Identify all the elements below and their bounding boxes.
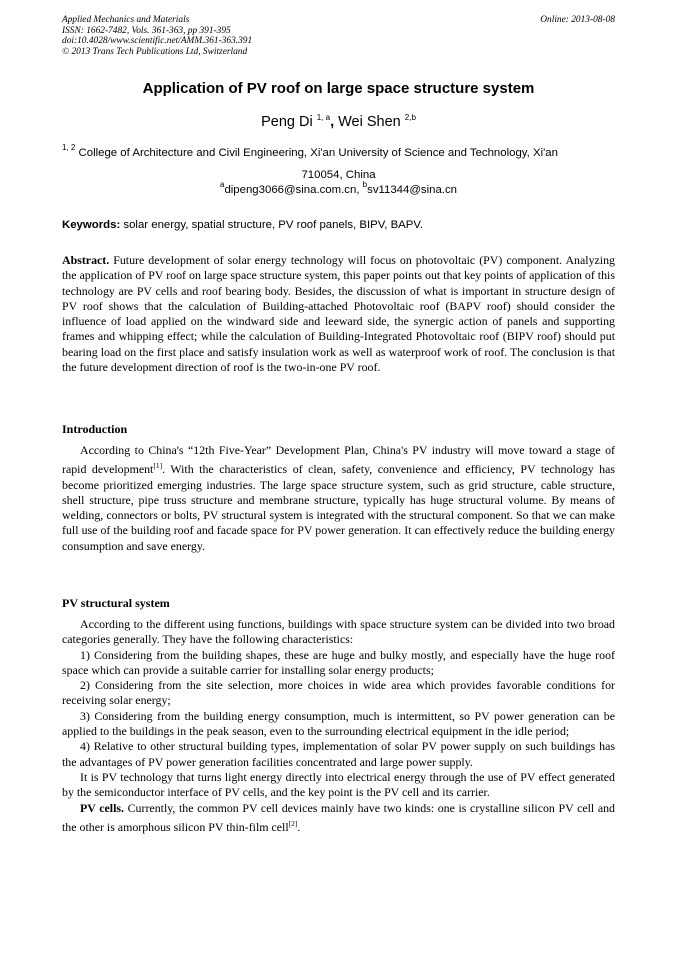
paragraph: PV cells. Currently, the common PV cell devices mainly have two kinds: one is crystalline silicon PV cell and the other is amorphous silicon PV thin-film cell[2]. bbox=[62, 800, 615, 834]
email-link[interactable]: dipeng3066@sina.com.cn bbox=[224, 184, 357, 196]
email-link[interactable]: sv11344@sina.cn bbox=[367, 184, 457, 196]
paragraph: According to China's “12th Five-Year” Development Plan, China's PV industry will move toward a stage of rapid development[1]. With the characteristics of clean, safety, convenience and efficiency, PV technology has become prioritized emerging industries. The large space structure system, such as grid structure, cable structure, shell structure, pipe truss structure and membrane structure, typically has huge structural volume. By means of welding, connectors or bolts, PV structural system is integrated with the structural component. So that we can make full use of the building roof and facade space for PV power generation. It can effectively reduce the building energy consumption and save energy. bbox=[62, 443, 616, 553]
page-header bbox=[62, 15, 615, 57]
author-list bbox=[62, 113, 615, 130]
keywords-text: solar energy, spatial structure, PV roof panels, BIPV, BAPV. bbox=[120, 219, 424, 231]
section-heading: Introduction bbox=[62, 422, 128, 436]
journal-name: Applied Mechanics and Materials bbox=[62, 15, 190, 25]
introduction-body bbox=[62, 443, 615, 554]
abstract-label: Abstract. bbox=[62, 253, 110, 267]
citation[interactable]: [1] bbox=[153, 461, 163, 471]
issn-line: ISSN: 1662-7482, Vols. 361-363, pp 391-395 bbox=[62, 25, 231, 36]
affiliation-line: $^{1, 2}$ College of Architecture and Civil Engineering, Xi'an University of Science and Technology, Xi'an bbox=[62, 143, 558, 159]
paragraph: It is PV technology that turns light energy directly into electrical energy through the use of PV effect generated by the semiconductor interface of PV cells, and the key point is the PV cell and its carrier. bbox=[62, 769, 615, 800]
pv-system-body bbox=[62, 617, 615, 835]
paragraph: According to the different using functions, buildings with space structure system can be divided into two broad categories generally. They have the following characteristics: bbox=[62, 617, 615, 647]
list-item: 4) Relative to other structural building types, implementation of solar PV power supply on such buildings has the advantages of PV power generation facilities concentrated and large power supply. bbox=[62, 739, 615, 769]
subheading: PV cells. bbox=[80, 800, 125, 815]
abstract-text: Future development of solar energy technology will focus on photovoltaic (PV) component. Analyzing the application of PV roof on large space structure system, this paper points out that key points of application of this technology are PV cells and roof bearing body. Besides, the discussion of what is important in structure design of PV roof shows that the calculation of Building-attached Photovoltaic roof (BAPV roof) should consider the influence of load applied on the windward side and leeward side, the synergic action of panels and supporting frames and whipping effect; while the calculation of Building-Integrated Photovoltaic roof (BIPV roof) should put bearing load on the first place and satisfy insulation work as well as waterproof work of roof. The conclusion is that the future development direction of roof is the two-in-one PV roof. bbox=[62, 253, 615, 375]
paper-title: Application of PV roof on large space structure system bbox=[142, 80, 535, 97]
list-item: 3) Considering from the building energy consumption, much is intermittent, so PV power generation can be applied to the buildings in the peak season, even to the surrounding electrical equipment in the idle period; bbox=[62, 708, 615, 739]
section-heading: PV structural system bbox=[62, 596, 170, 610]
online-date: Online: 2013-08-08 bbox=[540, 15, 615, 25]
copyright-line: © 2013 Trans Tech Publications Ltd, Switzerland bbox=[62, 46, 248, 57]
keywords-label: Keywords: bbox=[62, 219, 121, 231]
list-item: 2) Considering from the site selection, more choices in wide area which provides favorable conditions for receiving solar energy; bbox=[62, 678, 615, 708]
abstract bbox=[62, 253, 615, 375]
author-superscript: 2,b bbox=[404, 113, 416, 122]
list-item: 1) Considering from the building shapes, these are huge and bulky mostly, and especially have the huge roof space which can provide a suitable carrier for installing solar energy products; bbox=[62, 647, 615, 677]
doi-line: doi:10.4028/www.scientific.net/AMM.361-363.391 bbox=[62, 36, 253, 47]
citation[interactable]: [2] bbox=[288, 818, 298, 828]
author-separator: , bbox=[330, 114, 335, 130]
author-superscript: 1, a bbox=[316, 113, 331, 122]
affiliation-superscript: 1, 2 bbox=[62, 143, 76, 152]
author-emails: $^a$dipeng3066@sina.com.cn, $^b$sv11344@sina.cn bbox=[219, 180, 457, 196]
affiliation bbox=[62, 137, 615, 186]
author-name: Peng Di bbox=[261, 114, 313, 130]
author-name: Wei Shen bbox=[338, 114, 401, 130]
keywords bbox=[62, 219, 615, 231]
affiliation-line: 710054, China bbox=[301, 169, 376, 181]
